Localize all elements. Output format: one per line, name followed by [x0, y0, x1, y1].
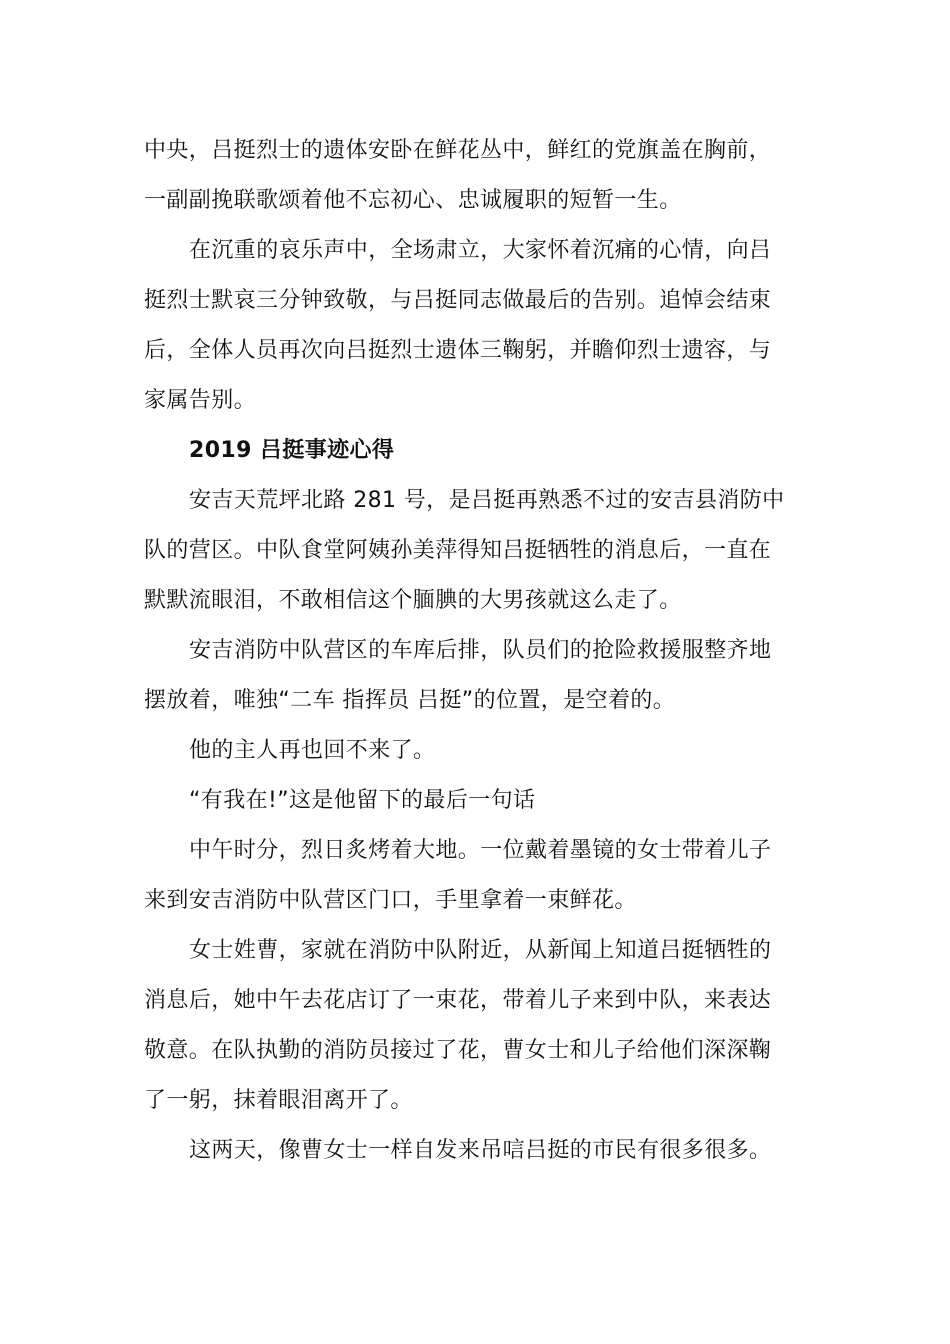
text-line: 默默流眼泪，不敢相信这个腼腆的大男孩就这么走了。 — [144, 588, 682, 613]
text-line: 队的营区。中队食堂阿姨孙美萍得知吕挺牺牲的消息后，一直在 — [144, 538, 772, 563]
paragraph — [144, 726, 794, 776]
text-line: 中午时分，烈日炙烤着大地。一位戴着墨镜的女士带着儿子 — [189, 838, 772, 863]
text-line: 来到安吉消防中队营区门口，手里拿着一束鲜花。 — [144, 888, 637, 913]
paragraph — [144, 826, 794, 926]
document-body — [144, 126, 794, 1176]
text-line: 女士姓曹，家就在消防中队附近，从新闻上知道吕挺牺牲的 — [189, 938, 772, 963]
text-line: 这两天，像曹女士一样自发来吊唁吕挺的市民有很多很多。 — [189, 1138, 772, 1163]
section-heading: 2019 吕挺事迹心得 — [189, 438, 395, 463]
text-line: 一副副挽联歌颂着他不忘初心、忠诚履职的短暂一生。 — [144, 188, 682, 213]
text-line: 消息后，她中午去花店订了一束花，带着儿子来到中队，来表达 — [144, 988, 772, 1013]
paragraph — [144, 1126, 794, 1176]
text-line: 中央，吕挺烈士的遗体安卧在鲜花丛中，鲜红的党旗盖在胸前， — [144, 138, 772, 163]
text-line: 敬意。在队执勤的消防员接过了花，曹女士和儿子给他们深深鞠 — [144, 1038, 772, 1063]
text-line: “有我在!”这是他留下的最后一句话 — [189, 788, 536, 813]
text-line: 挺烈士默哀三分钟致敬，与吕挺同志做最后的告别。追悼会结束 — [144, 288, 772, 313]
paragraph — [144, 776, 794, 826]
paragraph — [144, 626, 794, 726]
paragraph — [144, 476, 794, 626]
text-line: 摆放着，唯独“二车 指挥员 吕挺”的位置，是空着的。 — [144, 688, 676, 713]
paragraph — [144, 926, 794, 1126]
text-line: 安吉消防中队营区的车库后排，队员们的抢险救援服整齐地 — [189, 638, 772, 663]
text-line: 他的主人再也回不来了。 — [189, 738, 436, 763]
text-line: 家属告别。 — [144, 388, 257, 413]
text-line: 后，全体人员再次向吕挺烈士遗体三鞠躬，并瞻仰烈士遗容，与 — [144, 338, 772, 363]
text-line: 安吉天荒坪北路 281 号，是吕挺再熟悉不过的安吉县消防中 — [189, 488, 785, 513]
text-line: 在沉重的哀乐声中，全场肃立，大家怀着沉痛的心情，向吕 — [189, 238, 772, 263]
paragraph — [144, 226, 794, 426]
text-line: 了一躬，抹着眼泪离开了。 — [144, 1088, 413, 1113]
paragraph — [144, 126, 794, 226]
